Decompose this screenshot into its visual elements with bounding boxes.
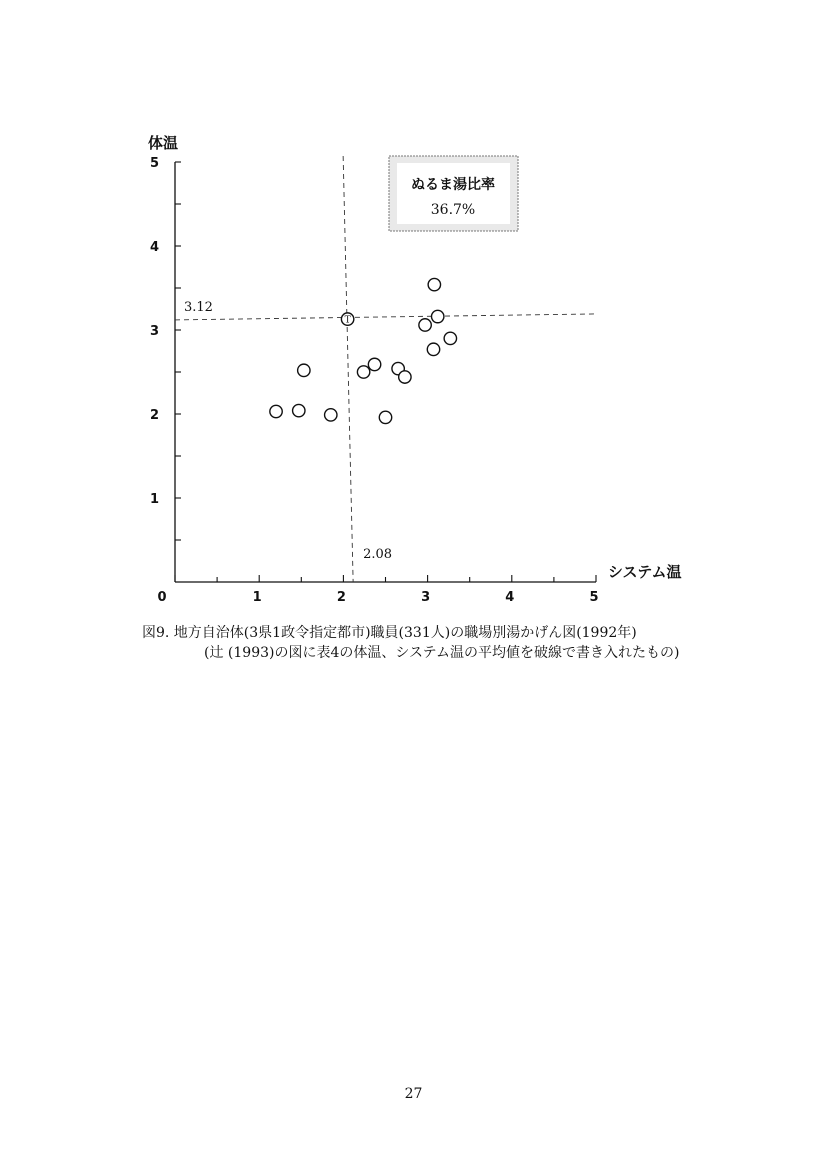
figure-caption — [142, 623, 782, 663]
x-tick-label: 4 — [505, 590, 515, 605]
mean-line-y — [175, 314, 596, 320]
y-tick-label: 4 — [150, 240, 160, 255]
data-point — [270, 405, 282, 417]
data-point — [432, 310, 444, 322]
x-tick-label: 5 — [589, 590, 599, 605]
data-point — [379, 411, 391, 423]
caption-line-1: 図9. 地方自治体(3県1政令指定都市)職員(331人)の職場別湯かげん図(1992年) — [142, 625, 637, 641]
x-tick-label: 3 — [421, 590, 431, 605]
data-point — [368, 358, 380, 370]
x-axis-label: システム温 — [608, 563, 682, 581]
mean-line-y-label: 3.12 — [184, 299, 213, 315]
chart-frame — [175, 162, 596, 582]
axis-ticks — [150, 156, 599, 605]
x-tick-label: 0 — [157, 590, 167, 605]
y-tick-label: 5 — [150, 156, 160, 171]
mean-lines — [175, 156, 596, 582]
mean-line-x-label: 2.08 — [363, 547, 393, 562]
page-number: 27 — [404, 1086, 423, 1102]
annotation-title: ぬるま湯比率 — [411, 177, 495, 193]
annotation-value: 36.7% — [430, 202, 476, 218]
data-point — [298, 364, 310, 376]
data-point — [428, 278, 440, 290]
data-point — [399, 371, 411, 383]
data-point — [419, 319, 431, 331]
data-point-marker: T — [344, 315, 351, 326]
annotation-box — [389, 156, 518, 231]
data-point — [325, 409, 337, 421]
x-tick-label: 1 — [252, 590, 262, 605]
data-point — [293, 404, 305, 416]
y-tick-label: 1 — [150, 492, 160, 507]
data-points — [270, 278, 457, 423]
mean-line-x — [343, 156, 353, 582]
y-tick-label: 2 — [150, 408, 160, 423]
data-point — [444, 332, 456, 344]
data-point — [427, 343, 439, 355]
x-tick-label: 2 — [336, 590, 346, 605]
data-point — [357, 366, 369, 378]
y-tick-label: 3 — [150, 324, 160, 339]
y-axis-label: 体温 — [148, 134, 179, 152]
caption-line-2: (辻 (1993)の図に表4の体温、システム温の平均値を破線で書き入れたもの) — [204, 645, 680, 661]
